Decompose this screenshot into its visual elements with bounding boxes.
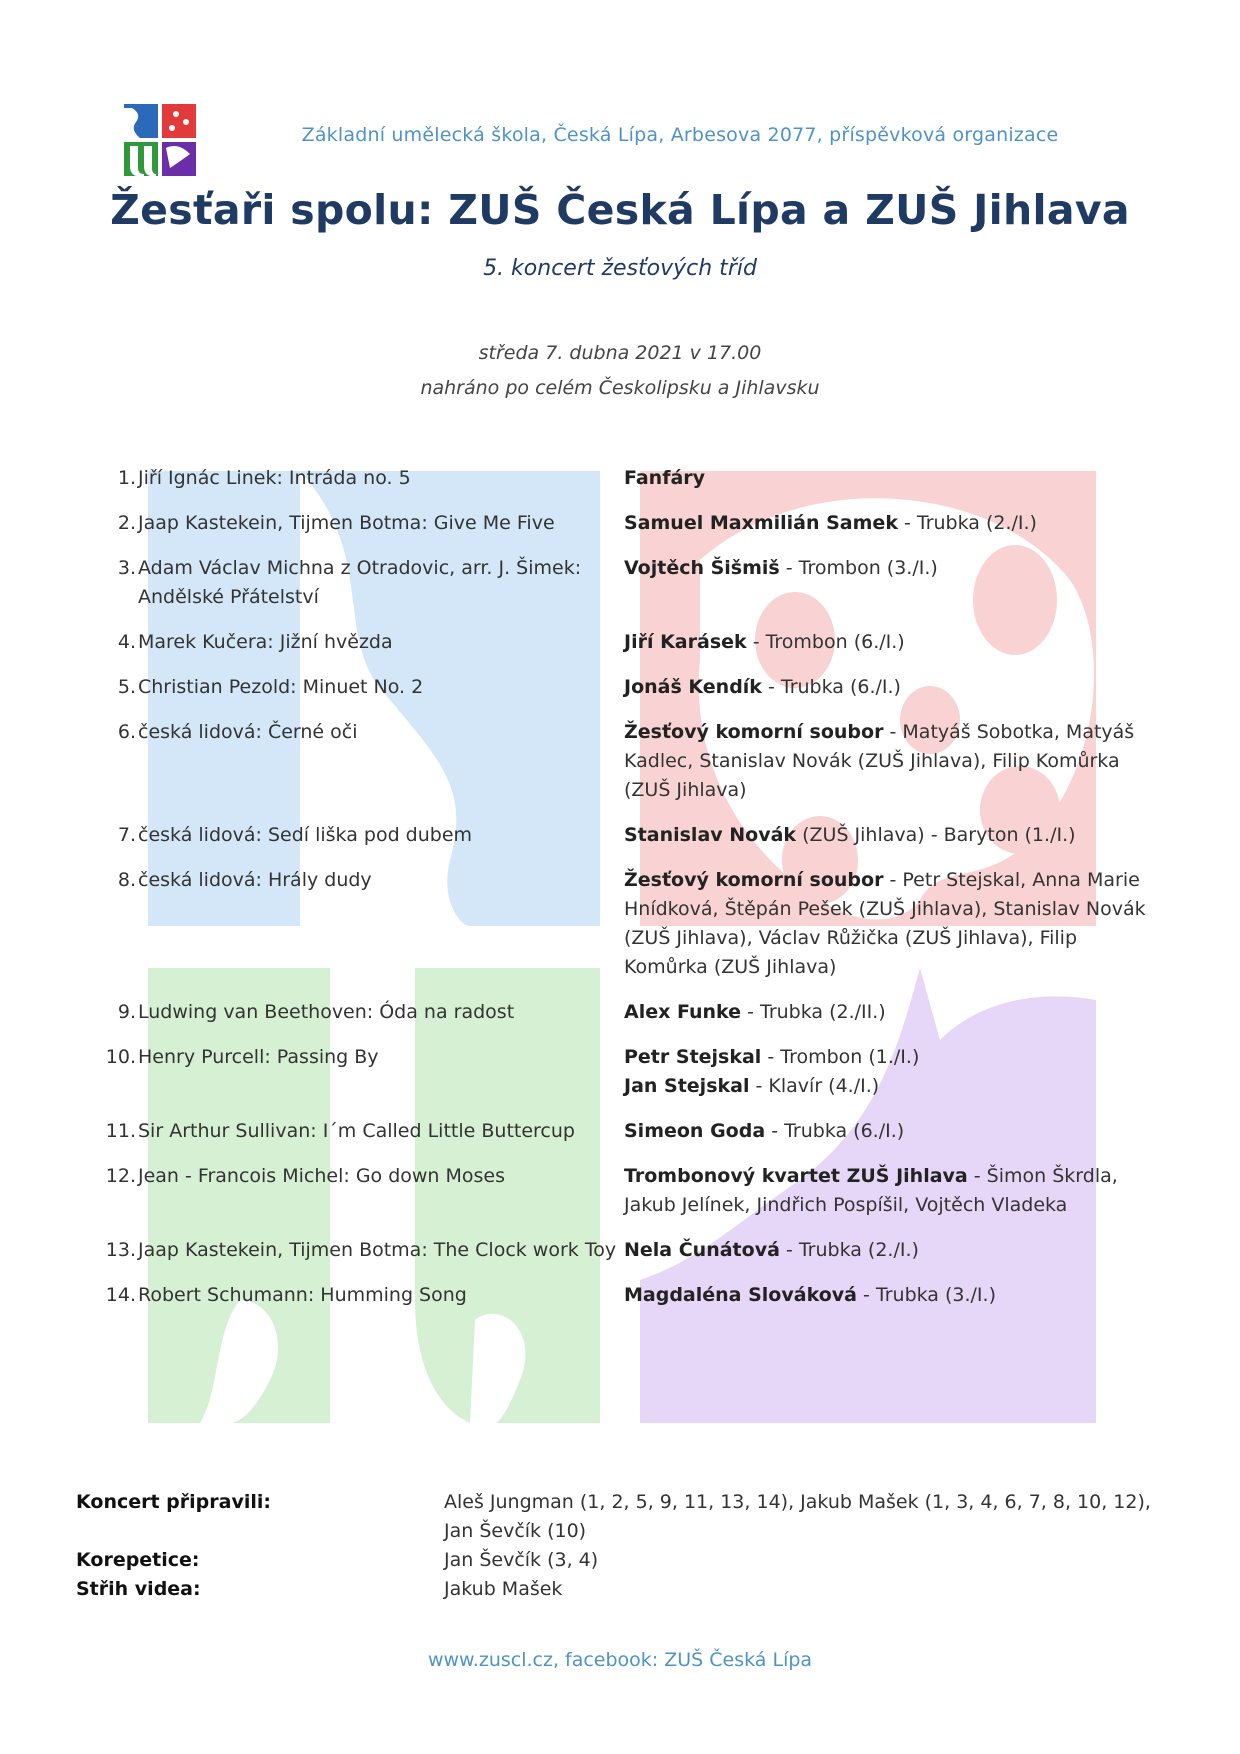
program-piece-title: česká lidová: Černé oči: [138, 721, 358, 743]
program-performers: [624, 1117, 1149, 1146]
program-performers: [624, 464, 1149, 493]
program-number: 4.: [117, 631, 136, 653]
program-number: 8.: [117, 869, 136, 891]
performer-detail: - Klavír (4./I.): [749, 1075, 880, 1097]
program-item: [104, 464, 1164, 493]
performer-detail: - Matyáš Sobotka, Matyáš Kadlec, Stanislav Novák (ZUŠ Jihlava), Filip Komůrka (ZUŠ Jihlava): [624, 721, 1135, 801]
program-performers: [624, 1162, 1149, 1220]
program-piece: [104, 673, 624, 702]
program-list: [104, 464, 1164, 1326]
performer-detail: - Trubka (6./I.): [761, 676, 901, 698]
credit-value: Jakub Mašek: [444, 1578, 563, 1600]
program-piece: [104, 509, 624, 538]
performer-detail: - Trubka (2./II.): [741, 1001, 886, 1023]
credit-label: Střih videa:: [76, 1578, 201, 1600]
program-piece-title: Jiří Ignác Linek: Intráda no. 5: [138, 467, 411, 489]
program-item: [104, 1281, 1164, 1310]
program-piece: [104, 998, 624, 1027]
performer-name: Alex Funke: [624, 1001, 742, 1023]
performer-name: Simeon Goda: [624, 1120, 766, 1142]
performer-detail: - Šimon Škrdla, Jakub Jelínek, Jindřich Pospíšil, Vojtěch Vladeka: [624, 1165, 1118, 1216]
program-piece: [104, 628, 624, 657]
program-item: [104, 628, 1164, 657]
performer-line: [624, 821, 1149, 850]
program-piece-title: česká lidová: Sedí liška pod dubem: [138, 824, 473, 846]
performer-detail: - Petr Stejskal, Anna Marie Hnídková, Štěpán Pešek (ZUŠ Jihlava), Stanislav Novák (ZUŠ Jihlava), Václav Růžička (ZUŠ Jihlava), Filip Komůrka (ZUŠ Jihlava): [624, 869, 1146, 978]
performer-line: [624, 866, 1149, 982]
credit-row: [76, 1546, 1176, 1575]
program-number: 3.: [117, 557, 136, 579]
program-item: [104, 554, 1164, 612]
program-piece-title: Adam Václav Michna z Otradovic, arr. J. Šimek: Andělské Přátelství: [138, 557, 582, 608]
program-piece: [104, 1162, 624, 1220]
program-performers: [624, 821, 1149, 850]
program-number: 14.: [105, 1284, 136, 1306]
program-item: [104, 718, 1164, 805]
credit-value: Aleš Jungman (1, 2, 5, 9, 11, 13, 14), Jakub Mašek (1, 3, 4, 6, 7, 8, 10, 12), Jan Ševčík (10): [444, 1491, 1151, 1542]
program-number: 7.: [117, 824, 136, 846]
concert-date: středa 7. dubna 2021 v 17.00: [478, 342, 762, 364]
school-name: Základní umělecká škola, Česká Lípa, Arbesova 2077, příspěvková organizace: [301, 124, 1059, 146]
program-number: 5.: [117, 676, 136, 698]
program-item: [104, 1043, 1164, 1101]
performer-line: [624, 998, 1149, 1027]
program-piece-title: česká lidová: Hrály dudy: [138, 869, 372, 891]
performer-detail: - Trubka (6./I.): [765, 1120, 905, 1142]
performer-detail: - Trombon (6./I.): [746, 631, 905, 653]
performer-line: [624, 673, 1149, 702]
performer-detail: - Trubka (2./I.): [779, 1239, 919, 1261]
program-number: 9.: [117, 1001, 136, 1023]
credit-label: Korepetice:: [76, 1549, 200, 1571]
performer-name: Stanislav Novák: [624, 824, 797, 846]
performer-line: [624, 1117, 1149, 1146]
program-number: 2.: [117, 512, 136, 534]
program-performers: [624, 628, 1149, 657]
program-item: [104, 509, 1164, 538]
performer-name: Fanfáry: [624, 467, 706, 489]
performer-line: [624, 554, 1149, 583]
program-piece: [104, 1043, 624, 1101]
program-piece-title: Sir Arthur Sullivan: I´m Called Little Buttercup: [138, 1120, 575, 1142]
program-performers: [624, 718, 1149, 805]
performer-name: Jiří Karásek: [624, 631, 747, 653]
program-piece-title: Christian Pezold: Minuet No. 2: [138, 676, 424, 698]
program-item: [104, 821, 1164, 850]
program-performers: [624, 1236, 1149, 1265]
performer-name: Jan Stejskal: [624, 1075, 750, 1097]
program-piece-title: Robert Schumann: Humming Song: [138, 1284, 467, 1306]
performer-detail: - Trombon (3./I.): [779, 557, 938, 579]
performer-line: [624, 1043, 1149, 1072]
program-performers: [624, 998, 1149, 1027]
program-item: [104, 1117, 1164, 1146]
performer-name: Samuel Maxmilián Samek: [624, 512, 898, 534]
performer-detail: - Trombon (1./I.): [761, 1046, 920, 1068]
program-item: [104, 673, 1164, 702]
program-piece: [104, 1117, 624, 1146]
footer-links[interactable]: www.zuscl.cz, facebook: ZUŠ Česká Lípa: [427, 1649, 813, 1671]
program-piece: [104, 866, 624, 982]
credit-value: Jan Ševčík (3, 4): [444, 1549, 599, 1571]
performer-name: Magdaléna Slováková: [624, 1284, 857, 1306]
program-piece: [104, 554, 624, 612]
program-item: [104, 1236, 1164, 1265]
performer-name: Jonáš Kendík: [624, 676, 762, 698]
program-number: 12.: [105, 1165, 136, 1187]
program-number: 13.: [105, 1239, 136, 1261]
program-performers: [624, 1043, 1149, 1101]
program-number: 11.: [105, 1120, 136, 1142]
program-performers: [624, 509, 1149, 538]
performer-detail: - Trubka (3./I.): [856, 1284, 996, 1306]
performer-name: Vojtěch Šišmiš: [624, 557, 780, 579]
program-piece: [104, 718, 624, 805]
program-piece-title: Jaap Kastekein, Tijmen Botma: The Clock work Toy: [138, 1239, 617, 1261]
program-performers: [624, 866, 1149, 982]
performer-detail: (ZUŠ Jihlava) - Baryton (1./I.): [796, 824, 1076, 846]
performer-name: Nela Čunátová: [624, 1239, 780, 1261]
performer-line: [624, 1072, 1149, 1101]
program-item: [104, 866, 1164, 982]
program-item: [104, 1162, 1164, 1220]
performer-name: Žesťový komorní soubor: [624, 721, 884, 743]
credit-row: [76, 1575, 1176, 1604]
program-piece-title: Jaap Kastekein, Tijmen Botma: Give Me Five: [138, 512, 555, 534]
performer-line: [624, 1281, 1149, 1310]
program-number: 1.: [117, 467, 136, 489]
program-piece-title: Marek Kučera: Jižní hvězda: [138, 631, 393, 653]
program-piece: [104, 1236, 624, 1265]
performer-line: [624, 509, 1149, 538]
program-piece-title: Ludwing van Beethoven: Óda na radost: [138, 1001, 515, 1023]
program-performers: [624, 1281, 1149, 1310]
program-item: [104, 998, 1164, 1027]
performer-name: Petr Stejskal: [624, 1046, 762, 1068]
credit-row: [76, 1488, 1176, 1546]
program-piece-title: Henry Purcell: Passing By: [138, 1046, 379, 1068]
performer-line: [624, 718, 1149, 805]
program-number: 10.: [105, 1046, 136, 1068]
program-number: 6.: [117, 721, 136, 743]
performer-name: Žesťový komorní soubor: [624, 869, 884, 891]
performer-line: [624, 1162, 1149, 1220]
credits: [76, 1488, 1176, 1604]
program-piece: [104, 821, 624, 850]
performer-line: [624, 464, 1149, 493]
page-title: Žesťaři spolu: ZUŠ Česká Lípa a ZUŠ Jihlava: [110, 186, 1130, 234]
program-piece: [104, 1281, 624, 1310]
page-subtitle: 5. koncert žesťových tříd: [483, 256, 757, 281]
program-performers: [624, 673, 1149, 702]
performer-line: [624, 628, 1149, 657]
performer-detail: - Trubka (2./I.): [897, 512, 1037, 534]
recording-note: nahráno po celém Českolipsku a Jihlavsku: [420, 377, 820, 399]
performer-line: [624, 1236, 1149, 1265]
program-piece: [104, 464, 624, 493]
program-piece-title: Jean - Francois Michel: Go down Moses: [138, 1165, 506, 1187]
program-performers: [624, 554, 1149, 612]
credit-label: Koncert připravili:: [76, 1491, 271, 1513]
performer-name: Trombonový kvartet ZUŠ Jihlava: [624, 1165, 968, 1187]
